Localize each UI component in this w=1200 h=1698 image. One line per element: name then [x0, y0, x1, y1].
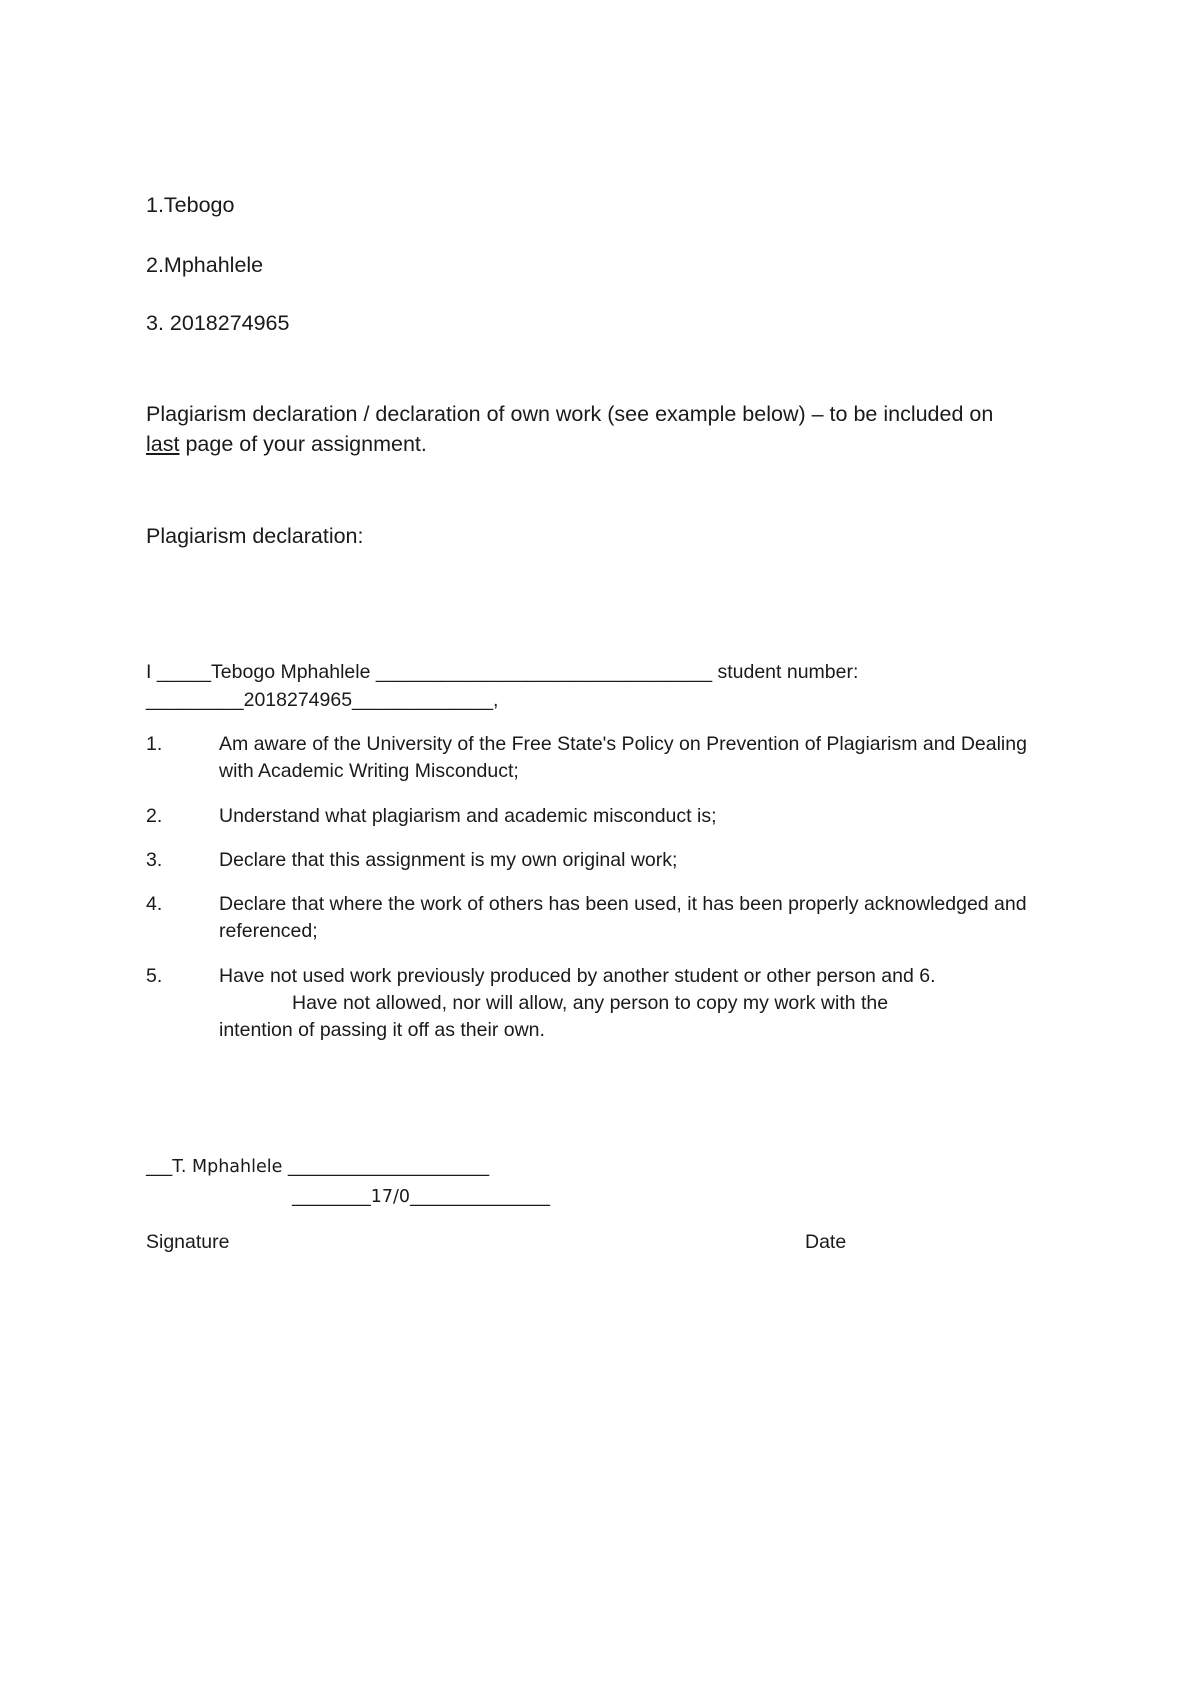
signature-value: ___T. Mphahlele _______________________ [146, 1157, 490, 1177]
list-item-text [219, 963, 1046, 1044]
list-item-text-line: Have not allowed, nor will allow, any person to copy my work with the [292, 992, 889, 1014]
list-item-text-line: Have not used work previously produced by another student or other person and 6. [219, 965, 936, 987]
list-item [146, 963, 1046, 1044]
list-item [146, 847, 1046, 874]
list-item-text: Am aware of the University of the Free State's Policy on Prevention of Plagiarism and Dealing with Academic Writing Misconduct; [219, 733, 1027, 782]
intro-paragraph [146, 399, 1026, 459]
declaration-number-line: _________2018274965_____________, [146, 689, 499, 711]
list-item-number: 1. [146, 733, 163, 755]
list-item [146, 731, 1046, 785]
list-item-text-line: intention of passing it off as their own. [219, 1019, 545, 1041]
header-student-number: 3. 2018274965 [146, 311, 290, 335]
list-item-number: 5. [146, 965, 163, 987]
signature-label: Signature [146, 1231, 230, 1253]
intro-text-end: page of your assignment. [179, 432, 427, 456]
list-item-number: 2. [146, 805, 163, 827]
list-item-text: Understand what plagiarism and academic misconduct is; [219, 805, 717, 827]
intro-text-start: Plagiarism declaration / declaration of own work (see example below) – to be included on [146, 402, 994, 426]
header-surname: 2.Mphahlele [146, 253, 264, 277]
list-item [146, 803, 1046, 830]
list-item [146, 891, 1046, 945]
list-item-number: 4. [146, 893, 163, 915]
date-value: _________17/0________________ [292, 1187, 551, 1207]
list-item-text: Declare that this assignment is my own original work; [219, 849, 678, 871]
list-item-number: 3. [146, 849, 163, 871]
intro-underlined-word: last [146, 432, 180, 456]
header-first-name: 1.Tebogo [146, 193, 235, 217]
declaration-name-line: I _____Tebogo Mphahlele _______________________________ student number: [146, 661, 859, 683]
section-title: Plagiarism declaration: [146, 524, 364, 548]
list-item-text: Declare that where the work of others has been used, it has been properly acknowledged and referenced; [219, 893, 1027, 942]
date-label: Date [805, 1231, 847, 1253]
